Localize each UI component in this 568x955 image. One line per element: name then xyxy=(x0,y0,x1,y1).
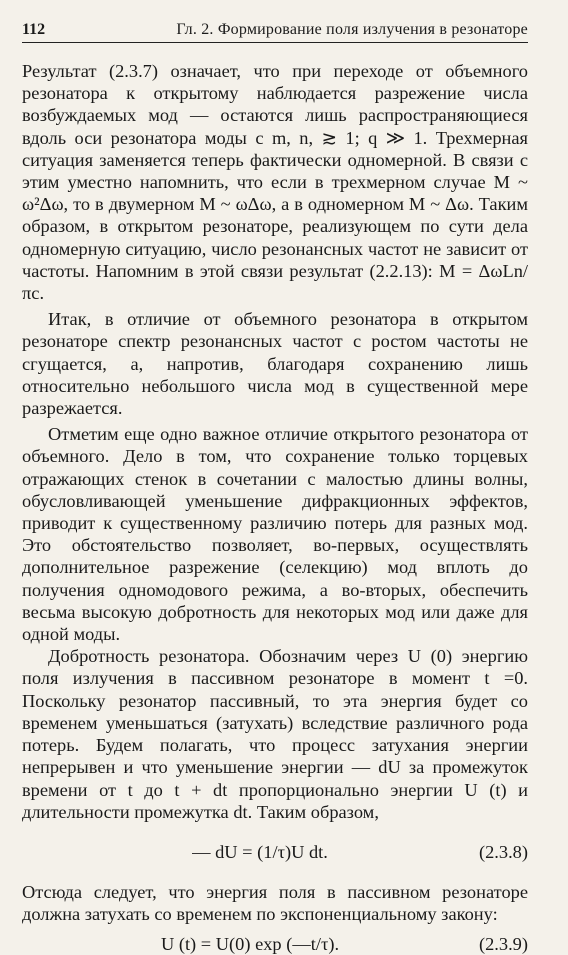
equation-2-3-9 xyxy=(22,933,528,955)
paragraph-5: Отсюда следует, что энергия поля в пассивном резонаторе должна затухать со временем по экспоненциальному закону: xyxy=(22,881,528,925)
page-header xyxy=(22,18,528,43)
running-title: Гл. 2. Формирование поля излучения в резонаторе xyxy=(176,21,528,38)
equation-2-3-8 xyxy=(22,841,528,863)
equation-number: (2.3.9) xyxy=(478,934,528,955)
paragraph-1: Результат (2.3.7) означает, что при переходе от объемного резонатора к открытому наблюдается разрежение числа возбуждаемых мод — остаются лишь распространяющиеся вдоль оси резонатора моды с m, n, ≳ 1; q ≫ 1. Трехмерная ситуация заменяется теперь фактически одномерной. В связи с этим уместно напомнить, что если в трехмерном случае M ~ ω²Δω, то в двумерном M ~ ωΔω, а в одномерном M ~ Δω. Таким образом, в открытом резонаторе, реализующем по сути дела одномерную ситуацию, число резонансных частот не зависит от частоты. Напомним в этой связи результат (2.2.13): M = ΔωLn/πc. xyxy=(22,61,528,304)
equation-formula: U (t) = U(0) exp (—t/τ). xyxy=(160,934,340,955)
equation-formula: — dU = (1/τ)U dt. xyxy=(192,841,328,862)
equation-number: (2.3.8) xyxy=(478,841,528,862)
page-body xyxy=(22,60,528,955)
paragraph-4: Добротность резонатора. Обозначим через U (0) энергию поля излучения в пассивном резонаторе в момент t =0. Поскольку резонатор пассивный, то эта энергия будет со временем уменьшаться (затухать) вследствие различного рода потерь. Будем полагать, что процесс затухания энергии непрерывен и что уменьшение энергии — dU за промежуток времени от t до t + dt пропорционально энергии U (t) и длительности промежутка dt. Таким образом, xyxy=(22,646,528,822)
paragraph-3: Отметим еще одно важное отличие открытого резонатора от объемного. Дело в том, что сохранение только торцевых отражающих стенок в сочетании с малостью длины волны, обусловливающей уменьшение дифракционных эффектов, приводит к существенному различию потерь для разных мод. Это обстоятельство позволяет, во-первых, осуществлять дополнительное разрежение (селекцию) мод вплоть до получения одномодового режима, а во-вторых, обеспечить весьма высокую добротность для некоторых мод или даже для одной моды. xyxy=(22,424,528,645)
paragraph-2: Итак, в отличие от объемного резонатора в открытом резонаторе спектр резонансных частот с ростом частоты не сгущается, а, напротив, благодаря сохранению лишь относительно небольшого числа мод в существенной мере разрежается. xyxy=(22,309,528,419)
page-number: 112 xyxy=(22,21,46,38)
